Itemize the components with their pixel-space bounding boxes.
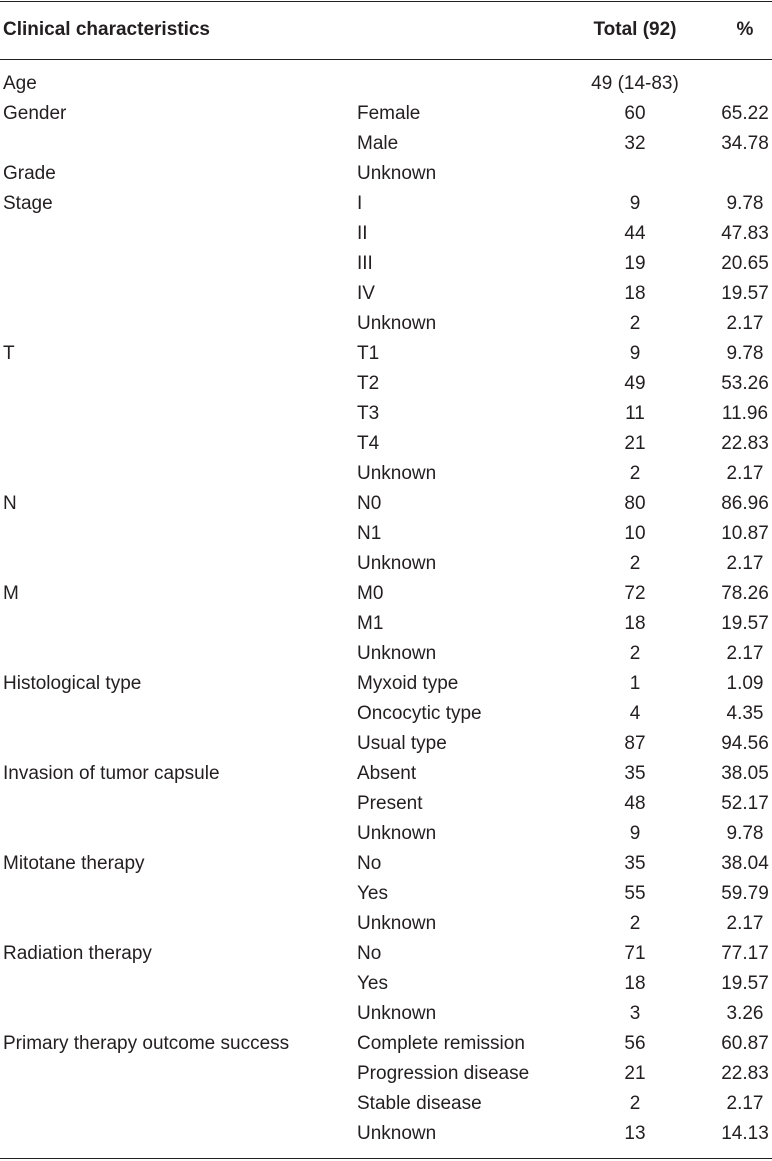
row-total: 1 xyxy=(629,673,641,694)
row-percent: 2.17 xyxy=(726,913,764,934)
row-category: No xyxy=(357,943,382,964)
table-row xyxy=(0,639,772,669)
row-percent: 86.96 xyxy=(721,493,769,514)
row-percent: 19.57 xyxy=(721,973,769,994)
row-category: Male xyxy=(357,133,399,154)
row-total: 87 xyxy=(624,733,646,754)
row-total: 2 xyxy=(629,463,641,484)
row-total: 49 (14-83) xyxy=(591,73,679,94)
row-percent: 2.17 xyxy=(726,553,764,574)
table-row xyxy=(0,1119,772,1149)
row-characteristic: T xyxy=(3,343,15,364)
row-category: M0 xyxy=(357,583,384,604)
row-percent: 78.26 xyxy=(721,583,769,604)
row-category: Stable disease xyxy=(357,1093,482,1114)
row-total: 80 xyxy=(624,493,646,514)
table-row xyxy=(0,489,772,519)
row-category: Yes xyxy=(357,973,388,994)
row-total: 10 xyxy=(624,523,646,544)
table-row xyxy=(0,849,772,879)
table-row xyxy=(0,879,772,909)
row-percent: 19.57 xyxy=(721,613,769,634)
row-percent: 52.17 xyxy=(721,793,769,814)
row-category: Female xyxy=(357,103,421,124)
row-total: 18 xyxy=(624,973,646,994)
row-category: IV xyxy=(357,283,375,304)
row-percent: 59.79 xyxy=(721,883,769,904)
row-total: 18 xyxy=(624,283,646,304)
row-total: 55 xyxy=(624,883,646,904)
row-total: 35 xyxy=(624,763,646,784)
row-category: Unknown xyxy=(357,163,437,184)
table-row xyxy=(0,579,772,609)
row-percent: 38.04 xyxy=(721,853,769,874)
row-percent: 94.56 xyxy=(721,733,769,754)
row-total: 2 xyxy=(629,553,641,574)
row-category: II xyxy=(357,223,368,244)
row-total: 48 xyxy=(624,793,646,814)
header-characteristics: Clinical characteristics xyxy=(3,19,210,40)
row-percent: 4.35 xyxy=(726,703,764,724)
row-percent: 2.17 xyxy=(726,1093,764,1114)
row-category: M1 xyxy=(357,613,384,634)
row-total: 71 xyxy=(624,943,646,964)
row-total: 11 xyxy=(625,403,645,424)
table-row xyxy=(0,249,772,279)
row-percent: 47.83 xyxy=(721,223,769,244)
header-rule xyxy=(0,59,772,60)
row-percent: 3.26 xyxy=(726,1003,764,1024)
row-category: Unknown xyxy=(357,1123,437,1144)
row-percent: 1.09 xyxy=(726,673,764,694)
bottom-rule xyxy=(0,1158,772,1159)
row-category: T3 xyxy=(357,403,380,424)
row-characteristic: Stage xyxy=(3,193,53,214)
table-row xyxy=(0,669,772,699)
table-row xyxy=(0,279,772,309)
row-characteristic: Histological type xyxy=(3,673,142,694)
table-row xyxy=(0,729,772,759)
header-percent: % xyxy=(736,19,754,40)
row-category: No xyxy=(357,853,382,874)
row-total: 21 xyxy=(624,433,646,454)
table-row xyxy=(0,459,772,489)
table-body xyxy=(0,69,772,1149)
row-total: 9 xyxy=(629,193,641,214)
row-characteristic: N xyxy=(3,493,17,514)
row-category: Yes xyxy=(357,883,388,904)
row-total: 13 xyxy=(624,1123,646,1144)
table-row xyxy=(0,429,772,459)
row-percent: 9.78 xyxy=(726,193,764,214)
row-percent: 9.78 xyxy=(726,823,764,844)
header-total: Total (92) xyxy=(593,19,677,40)
table-row xyxy=(0,819,772,849)
table-row xyxy=(0,969,772,999)
row-total: 2 xyxy=(629,643,641,664)
row-total: 44 xyxy=(624,223,646,244)
row-characteristic: Primary therapy outcome success xyxy=(3,1033,290,1054)
table-row xyxy=(0,339,772,369)
row-percent: 11.96 xyxy=(721,403,769,424)
row-category: Unknown xyxy=(357,313,437,334)
table-row xyxy=(0,549,772,579)
row-percent: 20.65 xyxy=(721,253,769,274)
row-percent: 53.26 xyxy=(721,373,769,394)
row-percent: 34.78 xyxy=(721,133,769,154)
row-percent: 65.22 xyxy=(721,103,769,124)
table-row xyxy=(0,939,772,969)
row-total: 72 xyxy=(624,583,646,604)
table-row xyxy=(0,399,772,429)
row-percent: 14.13 xyxy=(721,1123,769,1144)
row-category: T4 xyxy=(357,433,380,454)
row-category: Unknown xyxy=(357,913,437,934)
row-total: 35 xyxy=(624,853,646,874)
table-row xyxy=(0,159,772,189)
row-characteristic: Radiation therapy xyxy=(3,943,152,964)
row-total: 4 xyxy=(629,703,641,724)
row-percent: 22.83 xyxy=(721,1063,769,1084)
row-category: Unknown xyxy=(357,553,437,574)
table-row xyxy=(0,519,772,549)
table-row xyxy=(0,189,772,219)
table-row xyxy=(0,69,772,99)
table-row xyxy=(0,759,772,789)
row-total: 9 xyxy=(629,343,641,364)
table-row xyxy=(0,1059,772,1089)
table-row xyxy=(0,609,772,639)
row-category: T2 xyxy=(357,373,380,394)
table-row xyxy=(0,1029,772,1059)
row-category: I xyxy=(357,193,363,214)
table-header xyxy=(0,1,772,59)
row-category: Progression disease xyxy=(357,1063,530,1084)
table-row xyxy=(0,699,772,729)
row-characteristic: Grade xyxy=(3,163,56,184)
row-total: 3 xyxy=(629,1003,641,1024)
row-category: Complete remission xyxy=(357,1033,525,1054)
row-category: Absent xyxy=(357,763,417,784)
row-category: Present xyxy=(357,793,423,814)
row-total: 9 xyxy=(629,823,641,844)
row-percent: 2.17 xyxy=(726,313,764,334)
row-category: III xyxy=(357,253,373,274)
table-row xyxy=(0,909,772,939)
row-category: Unknown xyxy=(357,1003,437,1024)
row-percent: 9.78 xyxy=(726,343,764,364)
row-percent: 2.17 xyxy=(726,463,764,484)
row-characteristic: Invasion of tumor capsule xyxy=(3,763,220,784)
row-characteristic: Gender xyxy=(3,103,67,124)
row-characteristic: M xyxy=(3,583,19,604)
row-characteristic: Mitotane therapy xyxy=(3,853,145,874)
row-category: N1 xyxy=(357,523,382,544)
table-row xyxy=(0,129,772,159)
row-total: 49 xyxy=(624,373,646,394)
table-row xyxy=(0,309,772,339)
row-percent: 60.87 xyxy=(721,1033,769,1054)
table-row xyxy=(0,1089,772,1119)
row-percent: 19.57 xyxy=(721,283,769,304)
row-category: T1 xyxy=(357,343,380,364)
row-percent: 2.17 xyxy=(726,643,764,664)
row-total: 18 xyxy=(624,613,646,634)
row-total: 21 xyxy=(624,1063,646,1084)
row-category: Myxoid type xyxy=(357,673,459,694)
row-total: 32 xyxy=(624,133,646,154)
row-category: Unknown xyxy=(357,643,437,664)
row-total: 2 xyxy=(629,1093,641,1114)
table-row xyxy=(0,369,772,399)
row-total: 19 xyxy=(624,253,646,274)
table-row xyxy=(0,219,772,249)
row-category: Unknown xyxy=(357,463,437,484)
row-total: 2 xyxy=(629,313,641,334)
table-row xyxy=(0,99,772,129)
row-category: N0 xyxy=(357,493,382,514)
row-total: 2 xyxy=(629,913,641,934)
row-category: Usual type xyxy=(357,733,447,754)
table-row xyxy=(0,789,772,819)
row-total: 56 xyxy=(624,1033,646,1054)
row-percent: 22.83 xyxy=(721,433,769,454)
row-characteristic: Age xyxy=(3,73,37,94)
row-category: Unknown xyxy=(357,823,437,844)
row-category: Oncocytic type xyxy=(357,703,482,724)
row-percent: 10.87 xyxy=(721,523,769,544)
row-total: 60 xyxy=(624,103,646,124)
row-percent: 38.05 xyxy=(721,763,769,784)
table-row xyxy=(0,999,772,1029)
row-percent: 77.17 xyxy=(721,943,769,964)
